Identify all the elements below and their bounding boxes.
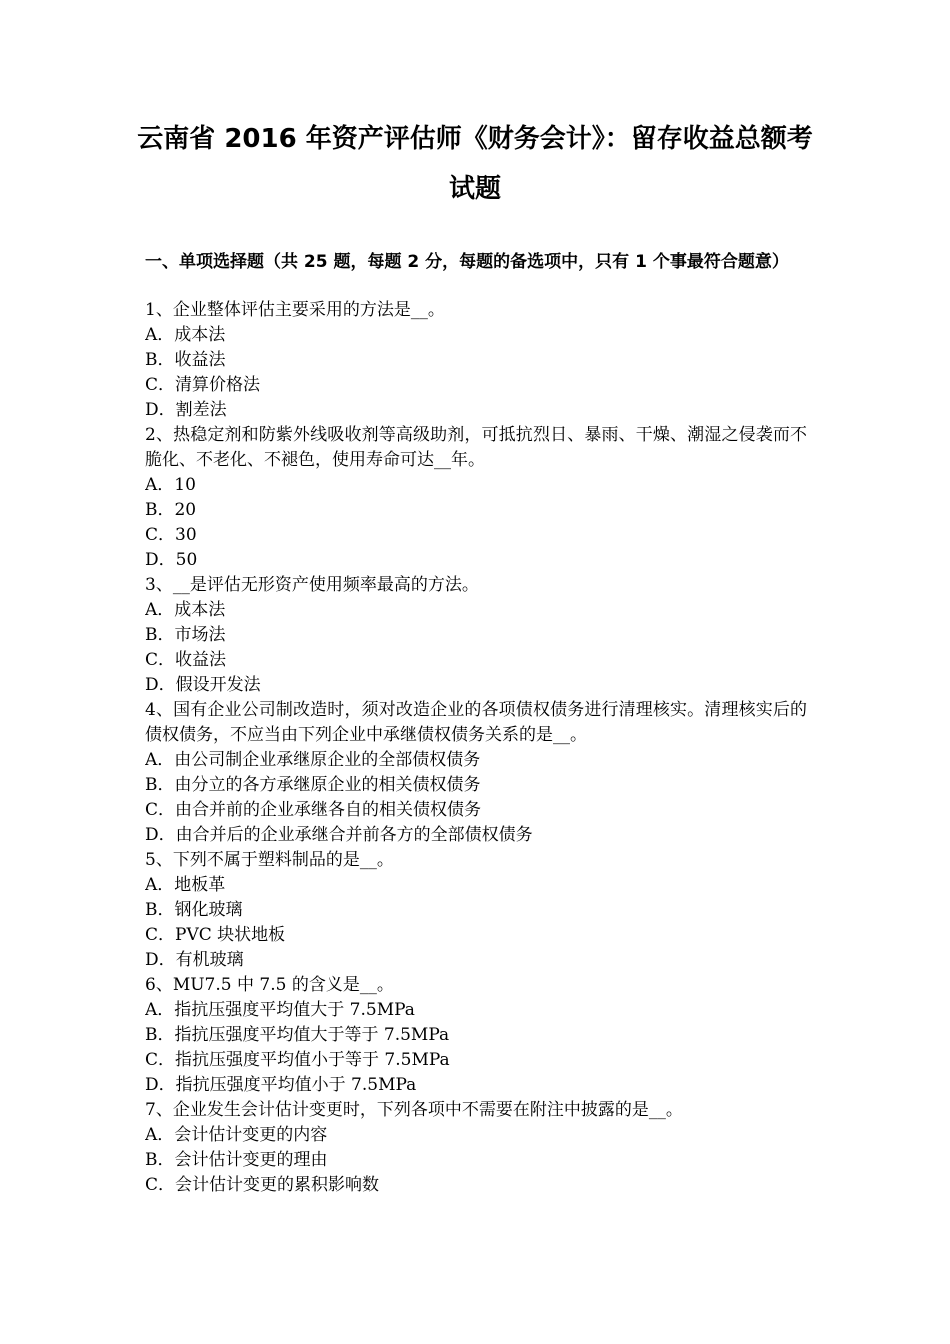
option-a: A．由公司制企业承继原企业的全部债权债务	[145, 750, 481, 770]
question-1	[145, 298, 807, 423]
option-a: A．成本法	[145, 600, 226, 620]
question-6	[145, 973, 807, 1098]
option-c: C．PVC 块状地板	[145, 925, 286, 945]
question-3	[145, 573, 807, 698]
option-b: B．钢化玻璃	[145, 900, 243, 920]
option-d: D．指抗压强度平均值小于 7.5MPa	[145, 1075, 417, 1095]
option-c: C．会计估计变更的累积影响数	[145, 1175, 380, 1195]
question-stem: 3、__是评估无形资产使用频率最高的方法。	[145, 575, 479, 595]
option-b: B．指抗压强度平均值大于等于 7.5MPa	[145, 1025, 450, 1045]
option-d: D．50	[145, 550, 198, 570]
option-d: D．由合并后的企业承继合并前各方的全部债权债务	[145, 825, 533, 845]
option-c: C．指抗压强度平均值小于等于 7.5MPa	[145, 1050, 450, 1070]
option-d: D．假设开发法	[145, 675, 261, 695]
option-a: A．指抗压强度平均值大于 7.5MPa	[145, 1000, 415, 1020]
question-stem: 4、国有企业公司制改造时，须对改造企业的各项债权债务进行清理核实。清理核实后的债权债务，不应当由下列企业中承继债权债务关系的是__。	[145, 700, 807, 745]
option-c: C．清算价格法	[145, 375, 261, 395]
option-a: A．成本法	[145, 325, 226, 345]
option-c: C．30	[145, 525, 197, 545]
question-stem: 2、热稳定剂和防紫外线吸收剂等高级助剂，可抵抗烈日、暴雨、干燥、潮湿之侵袭而不脆化、不老化、不褪色，使用寿命可达__年。	[145, 425, 807, 470]
question-5	[145, 848, 807, 973]
option-d: D．割差法	[145, 400, 227, 420]
option-a: A．10	[145, 475, 196, 495]
option-b: B．市场法	[145, 625, 226, 645]
question-2	[145, 423, 807, 573]
question-7	[145, 1098, 807, 1198]
option-b: B．会计估计变更的理由	[145, 1150, 328, 1170]
option-b: B．收益法	[145, 350, 226, 370]
question-stem: 6、MU7.5 中 7.5 的含义是__。	[145, 975, 394, 995]
question-stem: 7、企业发生会计估计变更时，下列各项中不需要在附注中披露的是__。	[145, 1100, 683, 1120]
option-c: C．收益法	[145, 650, 227, 670]
option-b: B．由分立的各方承继原企业的相关债权债务	[145, 775, 481, 795]
question-list	[145, 298, 807, 1198]
option-c: C．由合并前的企业承继各自的相关债权债务	[145, 800, 482, 820]
question-stem: 1、企业整体评估主要采用的方法是__。	[145, 300, 445, 320]
document-title-line-1: 云南省 2016 年资产评估师《财务会计》：留存收益总额考	[137, 124, 813, 154]
question-4	[145, 698, 807, 848]
option-d: D．有机玻璃	[145, 950, 244, 970]
document-title-line-2: 试题	[448, 174, 501, 204]
option-a: A．地板革	[145, 875, 226, 895]
option-a: A．会计估计变更的内容	[145, 1125, 328, 1145]
option-b: B．20	[145, 500, 197, 520]
question-stem: 5、下列不属于塑料制品的是__。	[145, 850, 394, 870]
section-heading: 一、单项选择题（共 25 题，每题 2 分，每题的备选项中，只有 1 个事最符合题意）	[145, 252, 789, 272]
